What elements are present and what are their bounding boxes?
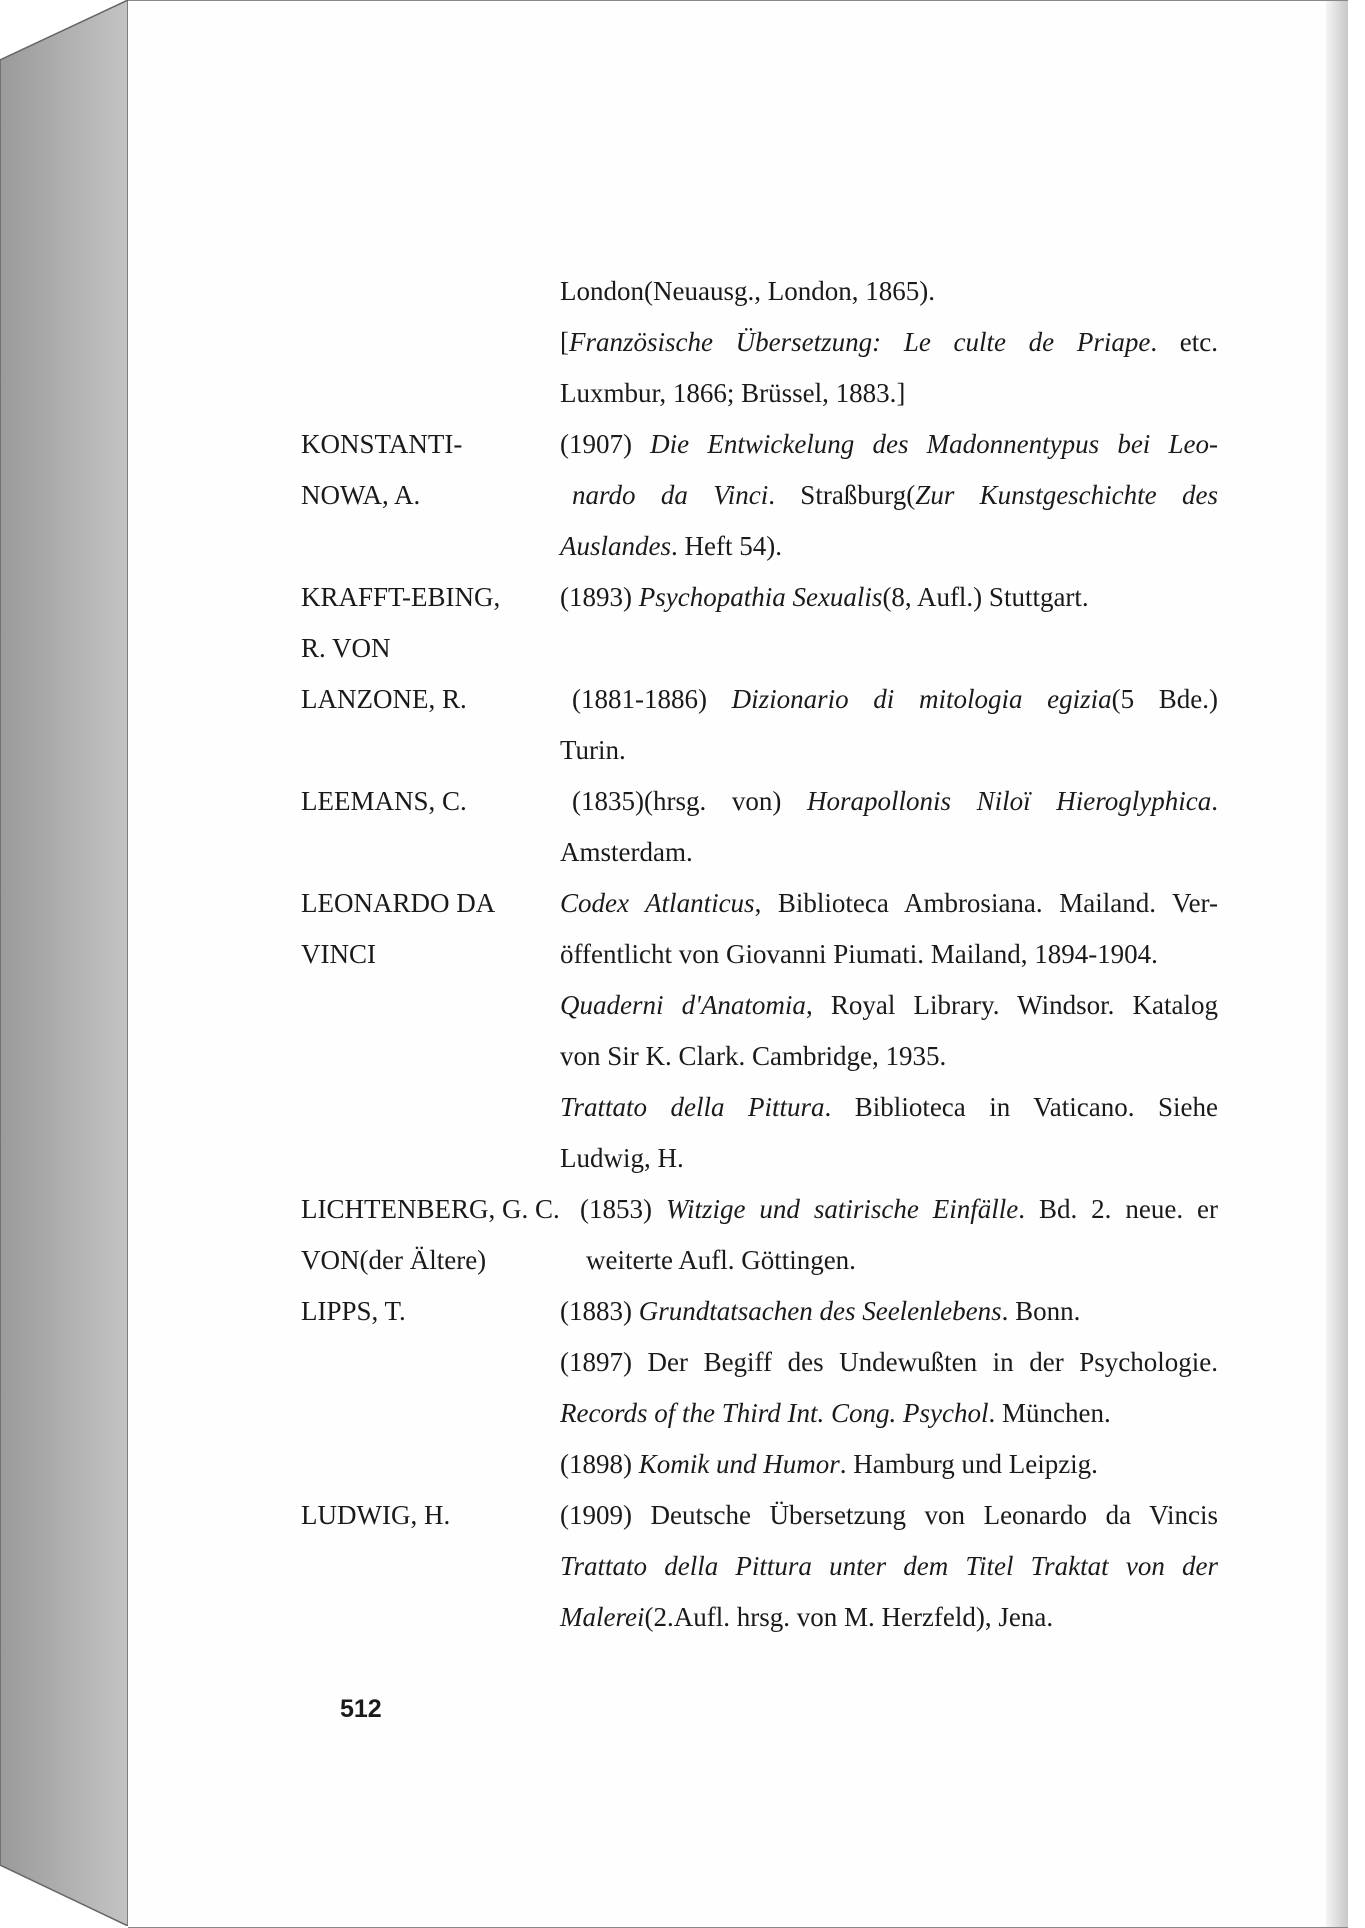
citation-text: (2.Aufl. hrsg. von M. Herzfeld), Jena. bbox=[644, 1602, 1054, 1632]
title-text: Dizionario di mitologia egizia bbox=[731, 684, 1112, 714]
citation-text: . etc. bbox=[1150, 327, 1218, 357]
title-text: Codex Atlanticus bbox=[560, 888, 755, 918]
entry-author: KONSTANTI- bbox=[301, 429, 463, 459]
citation-text: Ludwig, H. bbox=[560, 1143, 684, 1173]
entry-text-line bbox=[560, 733, 1218, 767]
entry-text-line bbox=[560, 1039, 1218, 1073]
citation-text: . München. bbox=[988, 1398, 1111, 1428]
entry-text-line bbox=[560, 529, 1218, 563]
citation-text: (1893) bbox=[560, 582, 639, 612]
citation-text: (1898) bbox=[560, 1449, 639, 1479]
title-text: Komik und Humor bbox=[638, 1449, 840, 1479]
citation-text: (1909) Deutsche Übersetzung von Leonardo da Vincis bbox=[560, 1500, 1218, 1530]
title-text: Psychopathia Sexualis bbox=[638, 582, 883, 612]
citation-text: . Biblioteca in Vaticano. Siehe bbox=[824, 1092, 1218, 1122]
entry-text-line bbox=[580, 1192, 1218, 1226]
entry-text-line bbox=[560, 1447, 1218, 1481]
title-text: Records of the Third Int. Cong. Psychol bbox=[560, 1398, 989, 1428]
citation-text: Amsterdam. bbox=[560, 837, 693, 867]
entry-text-line bbox=[560, 835, 1218, 869]
citation-text: (1907) bbox=[560, 429, 651, 459]
citation-text: weiterte Aufl. Göttingen. bbox=[586, 1245, 856, 1275]
citation-text: . Hamburg und Leipzig. bbox=[839, 1449, 1098, 1479]
entry-author: R. VON bbox=[301, 633, 391, 663]
entry-text-line bbox=[560, 274, 1218, 308]
citation-text: öffentlicht von Giovanni Piumati. Mailand, 1894-1904. bbox=[560, 939, 1158, 969]
entry-text-line bbox=[572, 682, 1218, 716]
entry-text-line bbox=[560, 1549, 1218, 1583]
entry-author: LANZONE, R. bbox=[301, 684, 467, 714]
title-text: Malerei bbox=[560, 1602, 645, 1632]
entry-author: LIPPS, T. bbox=[301, 1296, 406, 1326]
entry-author: LEEMANS, C. bbox=[301, 786, 467, 816]
entry-text-line bbox=[560, 1294, 1218, 1328]
entry-text-line bbox=[560, 1090, 1218, 1124]
title-text: Auslandes bbox=[560, 531, 671, 561]
entry-text-line bbox=[560, 1345, 1218, 1379]
title-text: Trattato della Pittura unter dem Titel Traktat von der bbox=[560, 1551, 1218, 1581]
entry-text-line bbox=[560, 427, 1218, 461]
entry-author: NOWA, A. bbox=[301, 480, 421, 510]
citation-text: (1835)(hrsg. von) bbox=[572, 786, 807, 816]
citation-text: . Bonn. bbox=[1001, 1296, 1081, 1326]
title-text: Die Entwickelung des Madonnentypus bei Leo- bbox=[650, 429, 1218, 459]
entry-text-line bbox=[560, 1600, 1218, 1634]
entry-text-line bbox=[560, 1396, 1218, 1430]
entry-text-line bbox=[572, 478, 1218, 512]
entry-author: VON(der Ältere) bbox=[301, 1245, 487, 1275]
citation-text: von Sir K. Clark. Cambridge, 1935. bbox=[560, 1041, 947, 1071]
entry-text-line bbox=[560, 1498, 1218, 1532]
citation-text: (5 Bde.) bbox=[1111, 684, 1218, 714]
title-text: Horapollonis Niloï Hieroglyphica bbox=[806, 786, 1212, 816]
entry-author: LEONARDO DA bbox=[301, 888, 496, 918]
citation-text: . bbox=[1211, 786, 1218, 816]
entry-author: VINCI bbox=[301, 939, 376, 969]
citation-text: . Heft 54). bbox=[671, 531, 782, 561]
entry-text-line bbox=[560, 937, 1218, 971]
entry-text-line bbox=[572, 784, 1218, 818]
page-number: 512 bbox=[340, 1695, 382, 1723]
entry-text-line bbox=[560, 886, 1218, 920]
title-text: Witzige und satirische Einfälle bbox=[665, 1194, 1019, 1224]
citation-text: , Royal Library. Windsor. Katalog bbox=[805, 990, 1218, 1020]
entry-author: LICHTENBERG, G. C. bbox=[301, 1194, 560, 1224]
title-text: nardo da Vinci bbox=[572, 480, 769, 510]
entry-text-line bbox=[560, 988, 1218, 1022]
citation-text: . Straßburg( bbox=[768, 480, 916, 510]
citation-text: (1883) bbox=[560, 1296, 639, 1326]
citation-text: [ bbox=[560, 327, 569, 357]
book-spine bbox=[0, 0, 130, 1926]
entry-text-line bbox=[560, 325, 1218, 359]
citation-text: (8, Aufl.) Stuttgart. bbox=[882, 582, 1089, 612]
citation-text: London(Neuausg., London, 1865). bbox=[560, 276, 935, 306]
title-text: Grundtatsachen des Seelenlebens bbox=[638, 1296, 1002, 1326]
entry-text-line bbox=[560, 376, 1218, 410]
citation-text: (1897) Der Begiff des Undewußten in der Psychologie. bbox=[560, 1347, 1218, 1377]
title-text: Französische Übersetzung: Le culte de Priape bbox=[569, 327, 1151, 357]
citation-text: (1853) bbox=[580, 1194, 666, 1224]
citation-text: Luxmbur, 1866; Brüssel, 1883.] bbox=[560, 378, 906, 408]
entry-text-line bbox=[560, 1141, 1218, 1175]
citation-text: (1881-1886) bbox=[572, 684, 732, 714]
title-text: Trattato della Pittura bbox=[560, 1092, 825, 1122]
entry-author: KRAFFT-EBING, bbox=[301, 582, 501, 612]
citation-text: Turin. bbox=[560, 735, 626, 765]
entry-text-line bbox=[586, 1243, 1244, 1277]
page-edge-shadow bbox=[1326, 1, 1348, 1927]
citation-text: . Bd. 2. neue. er bbox=[1018, 1194, 1218, 1224]
title-text: Zur Kunstgeschichte des bbox=[915, 480, 1218, 510]
title-text: Quaderni d'Anatomia bbox=[560, 990, 806, 1020]
citation-text: , Biblioteca Ambrosiana. Mailand. Ver- bbox=[754, 888, 1218, 918]
entry-author: LUDWIG, H. bbox=[301, 1500, 451, 1530]
entry-text-line bbox=[560, 580, 1218, 614]
